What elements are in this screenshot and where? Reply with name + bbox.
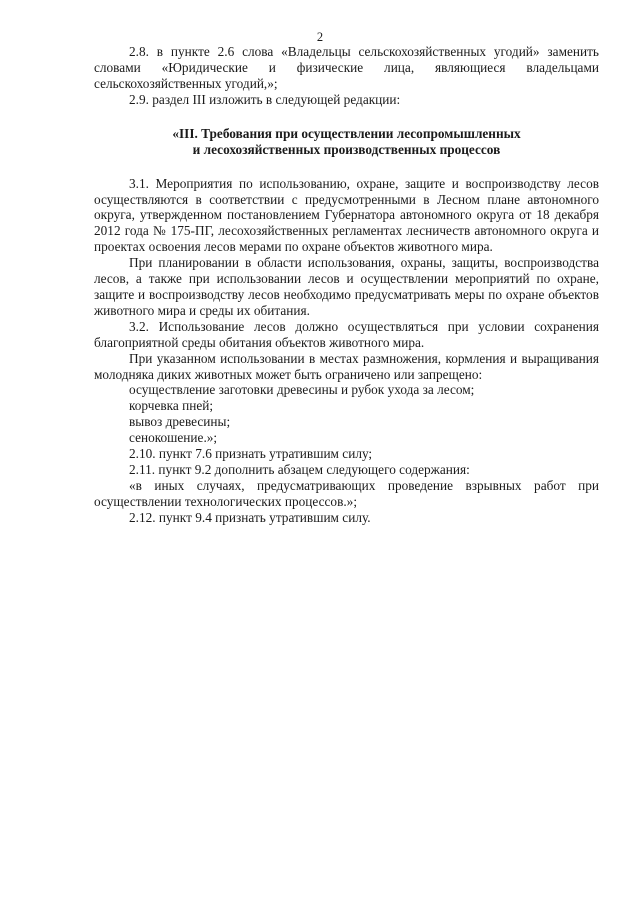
document-body xyxy=(94,44,599,526)
paragraph-blasting: «в иных случаях, предусматривающих проведение взрывных работ при осуществлении технологических процессов.»; xyxy=(94,477,599,509)
paragraph-2-12: 2.12. пункт 9.4 признать утратившим силу. xyxy=(129,509,371,525)
section-heading xyxy=(94,126,599,158)
paragraph-2-9: 2.9. раздел III изложить в следующей редакции: xyxy=(129,91,401,107)
paragraph-planning: При планировании в области использования, охраны, защиты, воспроизводства лесов, а также при использовании лесов и осуществлении мероприятий по охране, защите и воспроизводству лесов необходимо предусматривать меры по охране объектов животного мира и среды их обитания. xyxy=(94,255,599,318)
section-heading-line-2: и лесохозяйственных производственных процессов xyxy=(192,141,501,157)
list-item-timber-removal: вывоз древесины; xyxy=(129,414,231,430)
paragraph-3-1: 3.1. Мероприятия по использованию, охране, защите и воспроизводству лесов осуществляются в соответствии с предусмотренными в Лесном плане автономного округа, утвержденном постановлением Губернатора автономного округа от 18 декабря 2012 года № 175-ПГ, лесохозяйственных регламентах лесничеств автономного округа и проектах освоения лесов мерами по охране объектов животного мира. xyxy=(94,175,599,255)
list-item-haymaking: сенокошение.»; xyxy=(129,430,218,446)
page-number: 2 xyxy=(316,30,324,44)
section-heading-line-1: «III. Требования при осуществлении лесопромышленных xyxy=(172,125,521,141)
list-item-logging: осуществление заготовки древесины и рубок ухода за лесом; xyxy=(129,382,475,398)
list-item-stump-removal: корчевка пней; xyxy=(129,398,214,414)
paragraph-2-10: 2.10. пункт 7.6 признать утратившим силу; xyxy=(129,446,373,462)
paragraph-2-11: 2.11. пункт 9.2 дополнить абзацем следующего содержания: xyxy=(129,461,470,477)
paragraph-2-8: 2.8. в пункте 2.6 слова «Владельцы сельскохозяйственных угодий» заменить словами «Юридические и физические лица, являющиеся владельцами сельскохозяйственных угодий,»; xyxy=(94,44,599,91)
paragraph-3-2: 3.2. Использование лесов должно осуществляться при условии сохранения благоприятной среды обитания объектов животного мира. xyxy=(94,318,599,350)
paragraph-restrictions: При указанном использовании в местах размножения, кормления и выращивания молодняка диких животных может быть ограничено или запрещено: xyxy=(94,350,599,382)
